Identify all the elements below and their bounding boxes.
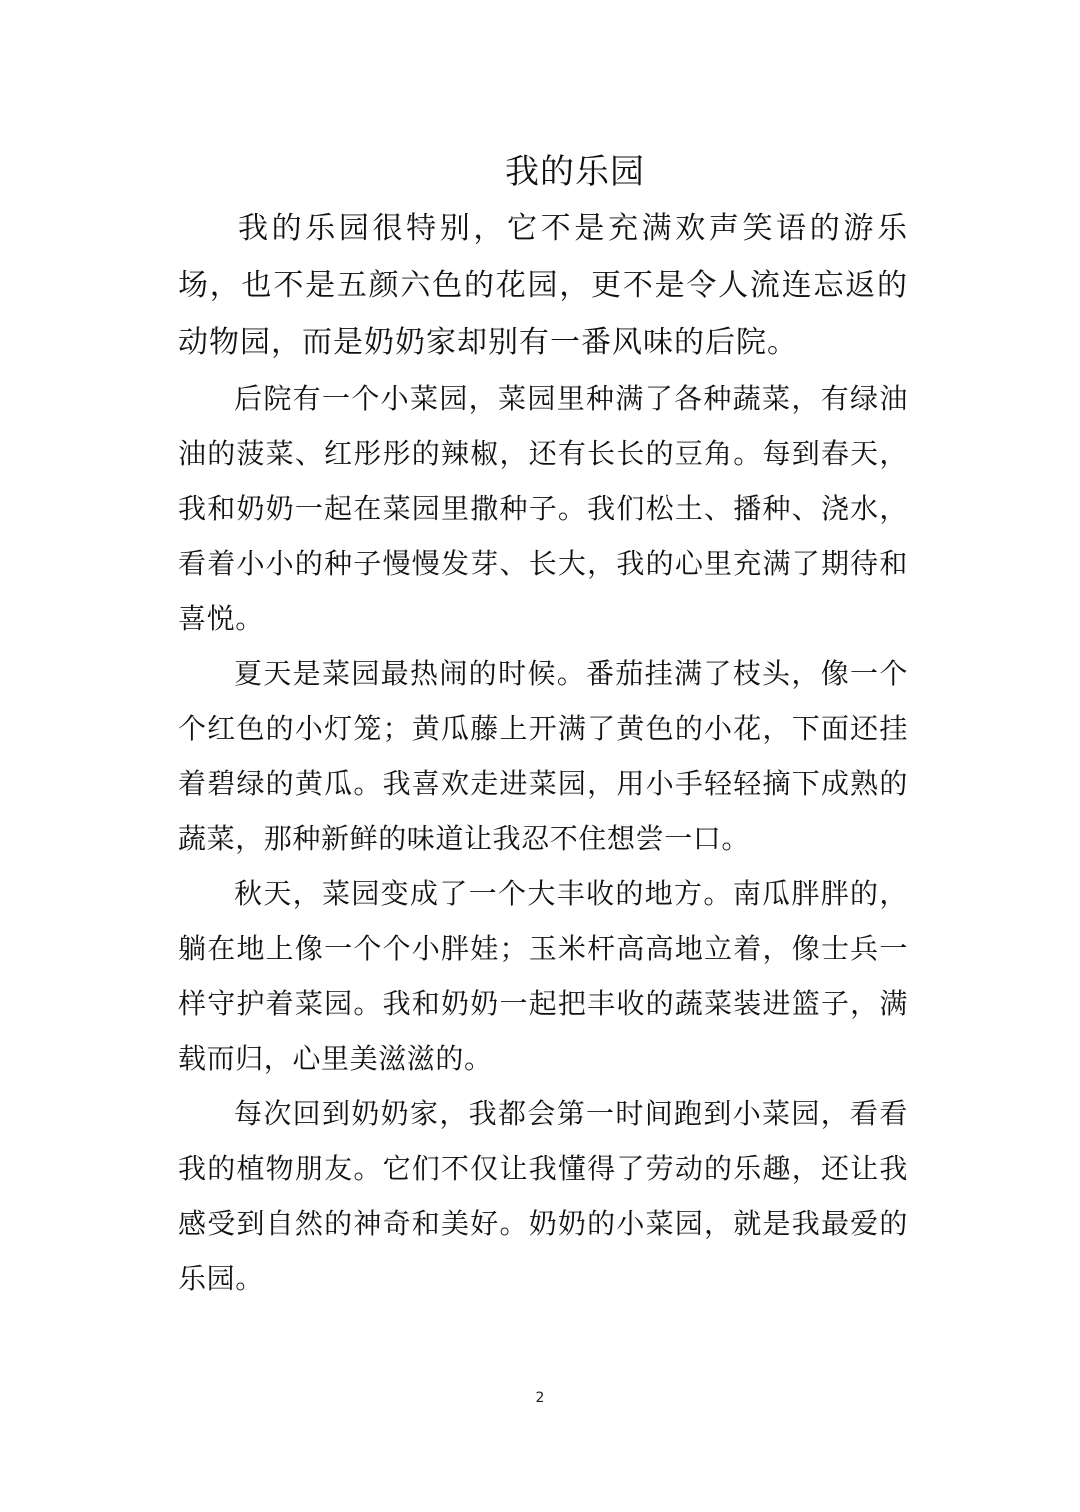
- paragraph-4: 秋天，菜园变成了一个大丰收的地方。南瓜胖胖的，躺在地上像一个个小胖娃；玉米杆高高地立着，像士兵一样守护着菜园。我和奶奶一起把丰收的蔬菜装进篮子，满载而归，心里美滋滋的。: [178, 877, 908, 1075]
- paragraph-5: 每次回到奶奶家，我都会第一时间跑到小菜园，看看我的植物朋友。它们不仅让我懂得了劳动的乐趣，还让我感受到自然的神奇和美好。奶奶的小菜园，就是我最爱的乐园。: [178, 1097, 908, 1295]
- page-number: 2: [535, 1390, 545, 1406]
- page-title: 我的乐园: [505, 152, 645, 192]
- essay-body: [178, 200, 908, 1306]
- paragraph-3: 夏天是菜园最热闹的时候。番茄挂满了枝头，像一个个红色的小灯笼；黄瓜藤上开满了黄色的小花，下面还挂着碧绿的黄瓜。我喜欢走进菜园，用小手轻轻摘下成熟的蔬菜，那种新鲜的味道让我忍不住想尝一口。: [178, 657, 908, 855]
- paragraph-1: 我的乐园很特别，它不是充满欢声笑语的游乐场，也不是五颜六色的花园，更不是令人流连忘返的动物园，而是奶奶家却别有一番风味的后院。: [178, 211, 908, 360]
- paragraph-2: 后院有一个小菜园，菜园里种满了各种蔬菜，有绿油油的菠菜、红彤彤的辣椒，还有长长的豆角。每到春天，我和奶奶一起在菜园里撒种子。我们松土、播种、浇水，看着小小的种子慢慢发芽、长大，我的心里充满了期待和喜悦。: [178, 382, 908, 635]
